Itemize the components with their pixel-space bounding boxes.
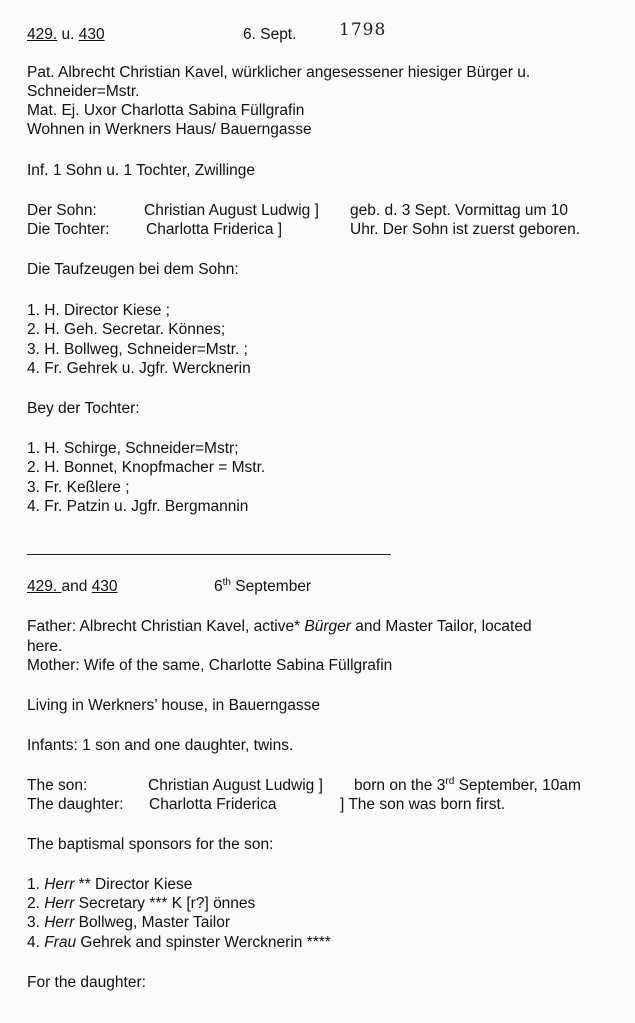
mat-line: Mat. Ej. Uxor Charlotta Sabina Füllgrafin [27, 102, 305, 119]
sponsors-son-heading: The baptismal sponsors for the son: [27, 836, 274, 853]
english-heading-date: 6th September [214, 577, 312, 595]
mother-line: Mother: Wife of the same, Charlotte Sabina Füllgrafin [27, 657, 393, 674]
sponsor-tochter-item: 2. H. Bonnet, Knopfmacher = Mstr. [27, 459, 266, 476]
pat-line-2: Schneider=Mstr. [27, 83, 140, 100]
tochter-note: Uhr. Der Sohn ist zuerst geboren. [350, 221, 581, 238]
sponsor-sohn-item: 3. H. Bollweg, Schneider=Mstr. ; [27, 341, 248, 358]
tochter-name: Charlotta Friderica ] [146, 221, 283, 238]
infants-line: Infants: 1 son and one daughter, twins. [27, 737, 294, 754]
sponsor-son-item: 3. Herr Bollweg, Master Tailor [27, 914, 231, 931]
sponsor-son-item: 1. Herr ** Director Kiese [27, 876, 193, 893]
inf-line: Inf. 1 Sohn u. 1 Tochter, Zwillinge [27, 162, 256, 179]
handwritten-year: 1798 [339, 20, 387, 40]
tochter-label: Die Tochter: [27, 221, 110, 238]
son-name: Christian August Ludwig ] [148, 777, 323, 794]
sponsor-tochter-item: 4. Fr. Patzin u. Jgfr. Bergmannin [27, 498, 249, 515]
sponsor-son-item: 4. Frau Gehrek and spinster Wercknerin **** [27, 934, 331, 951]
father-line: Father: Albrecht Christian Kavel, active* Bürger and Master Tailor, located [27, 618, 532, 635]
german-heading-number: 429. u. 430 [27, 26, 105, 43]
daughter-note: ] The son was born first. [340, 796, 506, 813]
sohn-label: Der Sohn: [27, 202, 97, 219]
sponsor-tochter-item: 1. H. Schirge, Schneider=Mstr; [27, 440, 239, 457]
divider-rule [27, 554, 391, 555]
wohnen-line: Wohnen in Werkners Haus/ Bauerngasse [27, 121, 312, 138]
sponsor-son-item: 2. Herr Secretary *** K [r?] önnes [27, 895, 256, 912]
sohn-name: Christian August Ludwig ] [144, 202, 319, 219]
german-heading-date: 6. Sept. [243, 26, 297, 43]
father-line-2: here. [27, 638, 63, 655]
daughter-name: Charlotta Friderica [149, 796, 277, 813]
sponsor-sohn-item: 4. Fr. Gehrek u. Jgfr. Wercknerin [27, 360, 251, 377]
son-note: born on the 3rd September, 10am [354, 776, 581, 794]
sponsor-tochter-item: 3. Fr. Keßlere ; [27, 479, 130, 496]
pat-line-1: Pat. Albrecht Christian Kavel, würklicher angesessener hiesiger Bürger u. [27, 64, 531, 81]
sponsors-sohn-heading: Die Taufzeugen bei dem Sohn: [27, 261, 239, 278]
sponsor-sohn-item: 2. H. Geh. Secretar. Könnes; [27, 321, 226, 338]
english-heading-number: 429. and 430 [27, 578, 118, 595]
daughter-label: The daughter: [27, 796, 124, 813]
daughter-sponsors-heading: For the daughter: [27, 974, 146, 991]
sponsors-tochter-heading: Bey der Tochter: [27, 400, 140, 417]
sohn-note: geb. d. 3 Sept. Vormittag um 10 [350, 202, 568, 219]
living-line: Living in Werkners’ house, in Bauerngasse [27, 697, 320, 714]
sponsor-sohn-item: 1. H. Director Kiese ; [27, 302, 170, 319]
son-label: The son: [27, 777, 88, 794]
